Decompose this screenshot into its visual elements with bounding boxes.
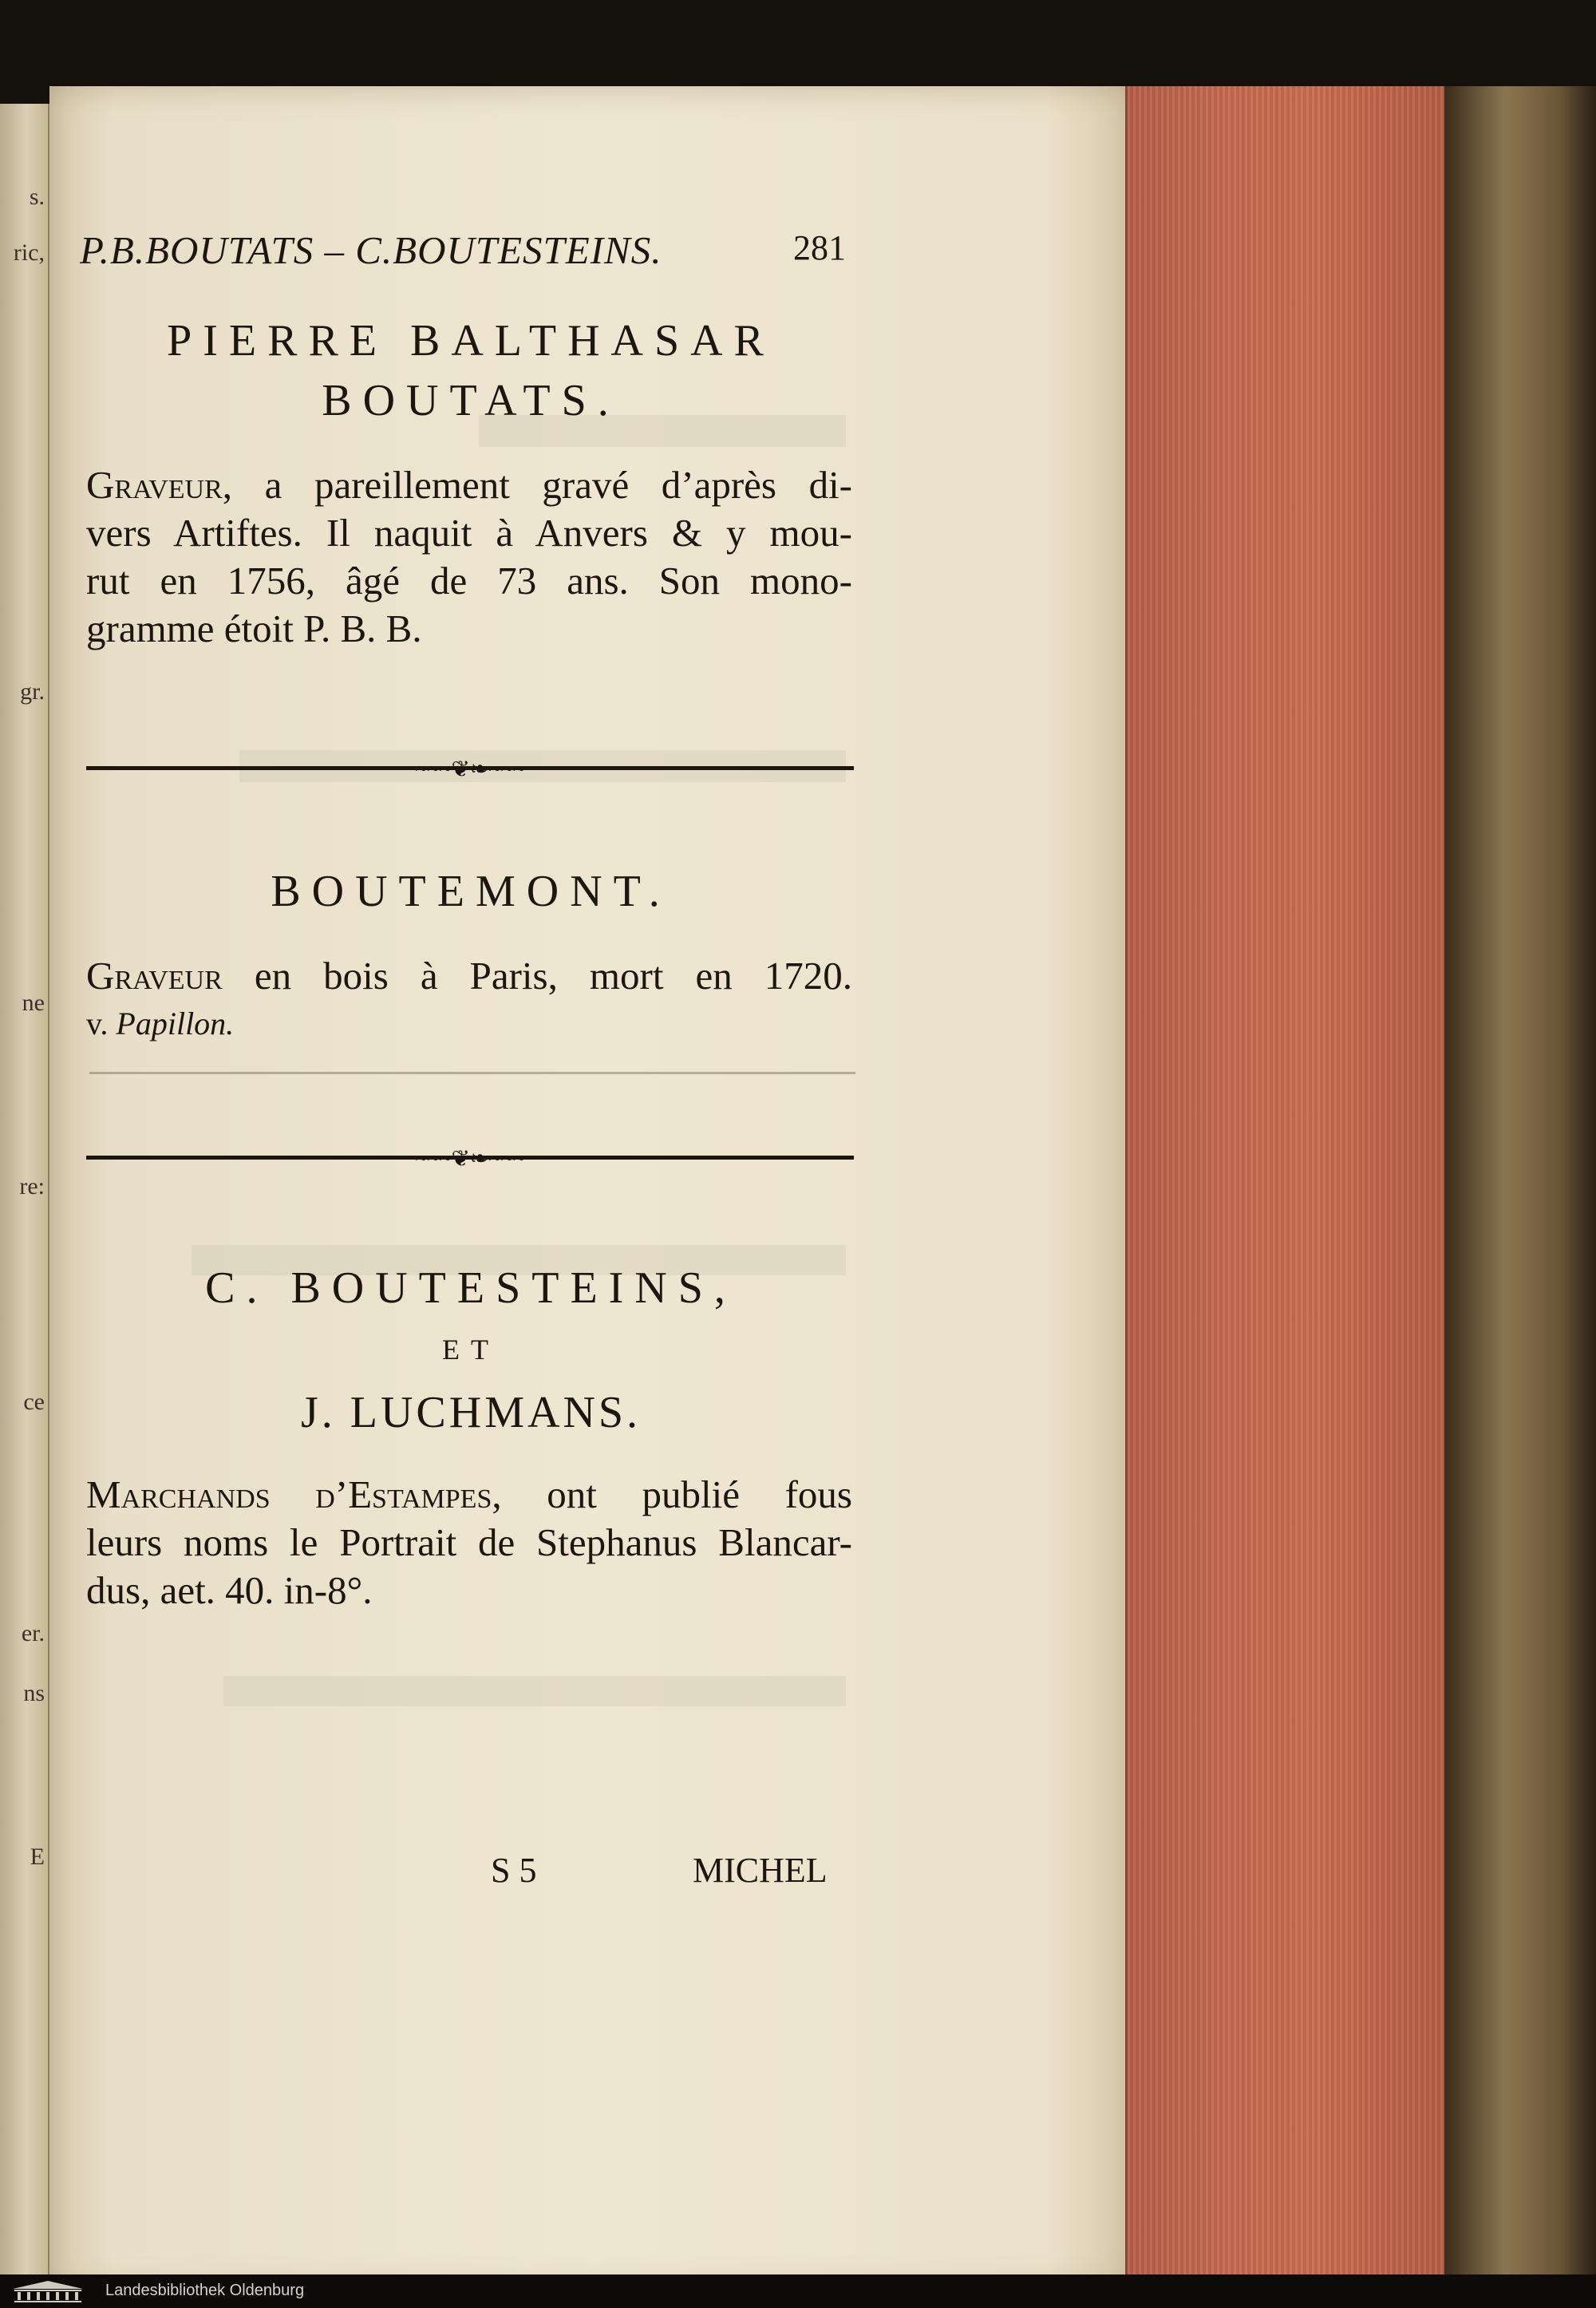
text-line: vers Artiftes. Il naquit à Anvers & y mou- [86,511,852,555]
running-head [80,227,846,283]
cross-reference: Papillon. [116,1006,235,1041]
entry-text [86,461,852,653]
facing-page-fragment: ns [23,1680,45,1706]
entry-text [86,952,852,1048]
page-edges [1125,86,1447,2274]
text-line: dus, aet. 40. in-8°. [86,1568,373,1612]
text-line: leurs noms le Portrait de Stephanus Blancar- [86,1520,852,1564]
entry-heading: J. LUCHMANS. [300,1388,642,1437]
show-through [223,1676,846,1706]
facing-page-fragment: re: [19,1173,45,1199]
page-number: 281 [793,228,846,267]
facing-page-fragment: ne [22,990,45,1016]
facing-page-fragment: er. [21,1620,45,1646]
entry-heading: BOUTATS. [322,376,620,425]
catchword: MICHEL [693,1851,828,1890]
text-line [86,1471,852,1519]
text-fragment: en bois à Paris, mort en 1720. [222,954,852,998]
entry-text [86,1471,852,1614]
text-line [86,461,852,509]
rule-ornament: ~~~❦❧~~~ [415,757,525,782]
text-line: rut en 1756, âgé de 73 ans. Son mono- [86,559,852,603]
entry-lead: Marchands d’Estampes, [86,1472,502,1516]
library-name: Landesbibliothek Oldenburg [105,2282,305,2299]
entry-lead: Graveur, [86,463,233,507]
facing-page-fragment: ric, [13,239,45,266]
library-footer [0,2274,1596,2308]
entry-heading: BOUTEMONT. [271,867,671,916]
ornamental-rule [86,757,854,782]
text-line [86,1000,852,1048]
facing-page-fragment: E [30,1844,45,1870]
facing-page-fragment: gr. [20,678,45,705]
text-fragment: ont publié fous [501,1472,852,1516]
text-line: gramme étoit P. B. B. [86,607,422,650]
entry-lead: Graveur [86,954,223,998]
text-fragment: v. [86,1006,117,1041]
rule-ornament: ~~~❦❧~~~ [415,1147,525,1172]
library-logo-icon [8,2279,88,2303]
book-cover [1444,86,1596,2281]
thin-rule [89,1072,855,1074]
signature-mark: S 5 [491,1851,537,1890]
facing-page-fragment: s. [29,184,45,210]
facing-page-edge [0,104,49,2274]
entry-conjunction: ET [442,1334,500,1365]
entry-heading: PIERRE BALTHASAR [167,316,775,366]
running-head-title: P.B.BOUTATS – C.BOUTESTEINS. [80,228,662,272]
text-fragment: a pareillement gravé d’après di- [232,463,852,507]
text-line [86,952,852,1000]
entry-heading: C. BOUTESTEINS, [205,1263,737,1313]
facing-page-fragment: ce [23,1389,45,1415]
ornamental-rule [86,1147,854,1172]
